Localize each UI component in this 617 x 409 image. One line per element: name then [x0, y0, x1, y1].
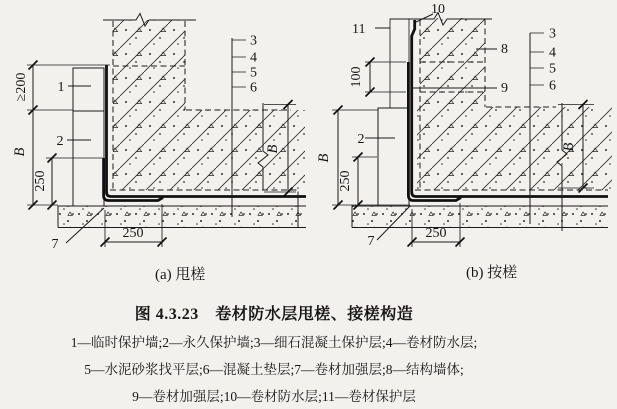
callout-10: 10 [431, 2, 445, 17]
callout-4: 4 [250, 50, 257, 66]
dim-depth-right-b: B [561, 142, 577, 152]
dim-depth-right: B [265, 144, 281, 154]
membrane-protection-layer [390, 19, 409, 108]
diagram-b [316, 2, 612, 281]
layer-callout-ticks-b [530, 33, 544, 85]
callout-7: 7 [51, 237, 59, 252]
callout-2: 2 [56, 134, 64, 149]
legend-line-3: 9—卷材加强层;10—卷材防水层;11—卷材保护层 [132, 389, 416, 404]
callout-8: 8 [501, 42, 508, 57]
dim-reinforce-height: 250 [33, 170, 48, 192]
dim-lap-length: 100 [349, 66, 364, 88]
callout-6b: 6 [549, 78, 556, 94]
temporary-protective-wall [73, 68, 104, 111]
subcaption-b: (b) 按槎 [466, 265, 518, 281]
callout-9: 9 [501, 81, 508, 96]
dim-depth-left: B [12, 147, 28, 157]
callout-4b: 4 [549, 45, 556, 61]
legend-line-1: 1—临时保护墙;2—永久保护墙;3—细石混凝土保护层;4—卷材防水层; [70, 335, 478, 350]
dim-depth-left-b: B [316, 153, 332, 163]
dim-top-height: ≥200 [14, 72, 29, 102]
concrete-cushion-b [352, 206, 608, 228]
callout-5: 5 [250, 65, 257, 81]
callout-6: 6 [250, 80, 257, 96]
callout-2b: 2 [357, 132, 365, 147]
permanent-protective-wall-b [378, 108, 409, 206]
layer-callout-ticks-a [232, 40, 246, 87]
dim-lap-width-b: 250 [425, 226, 447, 241]
callout-11: 11 [352, 22, 366, 37]
callout-3: 3 [250, 33, 257, 49]
dim-lap-width: 250 [122, 226, 144, 241]
permanent-protective-wall [73, 111, 104, 206]
callout-5b: 5 [549, 61, 556, 77]
diagram-a [12, 14, 306, 284]
figure-caption-block [0, 301, 548, 405]
callout-7b: 7 [367, 234, 375, 249]
dim-reinforce-height-b: 250 [338, 170, 353, 192]
subcaption-a: (a) 甩槎 [155, 267, 206, 283]
legend-line-2: 5—水泥砂浆找平层;6—混凝土垫层;7—卷材加强层;8—结构墙体; [84, 362, 464, 377]
structure-concrete-a [113, 20, 305, 190]
figure-title: 图 4.3.23 卷材防水层甩槎、接槎构造 [134, 306, 414, 323]
callout-1: 1 [57, 80, 65, 95]
callout-3b: 3 [549, 26, 556, 42]
